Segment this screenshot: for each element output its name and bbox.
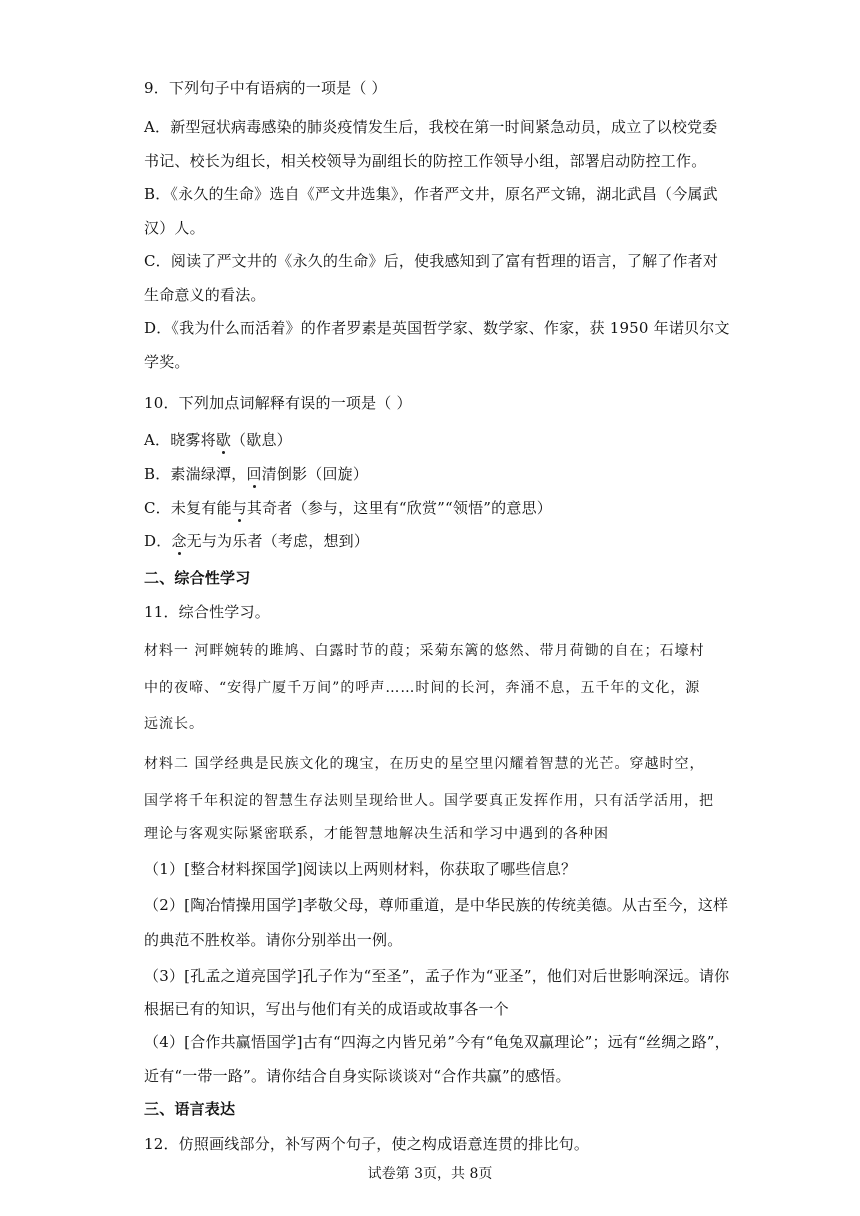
q10-stem: 10．下列加点词解释有误的一项是（ ） bbox=[144, 394, 412, 412]
material-2-line1: 材料二 国学经典是民族文化的瑰宝，在历史的星空里闪耀着智慧的光芒。穿越时空， bbox=[144, 756, 705, 772]
dotted-word: 念 bbox=[171, 532, 187, 550]
option-text: 其奇者（参与，这里有“欣赏”“领悟”的意思） bbox=[246, 499, 552, 517]
option-text: B．素湍绿潭， bbox=[144, 465, 247, 483]
material-2-line2: 国学将千年积淀的智慧生存法则呈现给世人。国学要真正发挥作用，只有活学活用，把 bbox=[144, 793, 714, 809]
q9-option-a-line2: 书记、校长为组长，相关校领导为副组长的防控工作领导小组，部署启动防控工作。 bbox=[144, 152, 707, 170]
q10-option-c bbox=[144, 498, 552, 518]
q10-option-d bbox=[144, 531, 369, 551]
page-footer: 试卷第 3页，共 8页 bbox=[367, 1166, 493, 1182]
q9-option-d-line1: D．《我为什么而活着》的作者罗素是英国哲学家、数学家、作家，获 1950 年诺贝尔文 bbox=[144, 319, 730, 337]
q11-part-3-line2: 根据已有的知识，写出与他们有关的成语或故事各一个 bbox=[144, 1000, 509, 1018]
q11-part-3-line1: （3）[孔孟之道亮国学]孔子作为“至圣”，孟子作为“亚圣”，他们对后世影响深远。请你 bbox=[144, 967, 730, 985]
q9-option-c-line2: 生命意义的看法。 bbox=[144, 286, 266, 304]
material-1-line2: 中的夜啼、“安得广厦千万间”的呼声……时间的长河，奔涌不息，五千年的文化，源 bbox=[144, 680, 701, 696]
dotted-word: 与 bbox=[231, 499, 247, 517]
q11-part-2-line2: 的典范不胜枚举。请你分别举出一例。 bbox=[144, 931, 403, 949]
q12-stem: 12．仿照画线部分，补写两个句子，使之构成语意连贯的排比句。 bbox=[144, 1135, 590, 1153]
q9-option-d-line2: 学奖。 bbox=[144, 353, 190, 371]
q10-option-a bbox=[144, 430, 292, 450]
option-text: A．晓雾将 bbox=[144, 431, 216, 449]
q9-option-b-line2: 汉）人。 bbox=[144, 219, 205, 237]
q9-option-c-line1: C．阅读了严文井的《永久的生命》后，使我感知到了富有哲理的语言，了解了作者对 bbox=[144, 252, 719, 270]
material-2-line3: 理论与客观实际紧密联系，才能智慧地解决生活和学习中遇到的各种困 bbox=[144, 826, 609, 842]
q11-part-4-line2: 近有“一带一路”。请你结合自身实际谈谈对“合作共赢”的感悟。 bbox=[144, 1067, 571, 1085]
option-text: 无与为乐者（考虑，想到） bbox=[186, 532, 370, 550]
q9-stem: 9．下列句子中有语病的一项是（ ） bbox=[144, 79, 387, 97]
material-1-line3: 远流长。 bbox=[144, 716, 204, 732]
section-heading-integrated-learning: 二、综合性学习 bbox=[144, 569, 251, 587]
option-text: （歇息） bbox=[231, 431, 292, 449]
q9-option-b-line1: B．《永久的生命》选自《严文井选集》，作者严文井，原名严文锦，湖北武昌（今属武 bbox=[144, 185, 718, 203]
section-heading-language-expression: 三、语言表达 bbox=[144, 1100, 236, 1118]
q11-part-4-line1: （4）[合作共赢悟国学]古有“四海之内皆兄弟”今有“龟兔双赢理论”；远有“丝绸之路”， bbox=[144, 1033, 730, 1051]
dotted-word: 回 bbox=[246, 465, 262, 483]
q9-option-a-line1: A．新型冠状病毒感染的肺炎疫情发生后，我校在第一时间紧急动员，成立了以校党委 bbox=[144, 118, 718, 136]
option-text: C．未复有能 bbox=[144, 499, 232, 517]
q11-part-1: （1）[整合材料探国学]阅读以上两则材料，你获取了哪些信息？ bbox=[144, 860, 577, 878]
option-text: 清倒影（回旋） bbox=[261, 465, 369, 483]
q11-part-2-line1: （2）[陶冶情操用国学]孝敬父母，尊师重道，是中华民族的传统美德。从古至今，这样 bbox=[144, 896, 729, 914]
q11-stem: 11．综合性学习。 bbox=[144, 603, 270, 621]
option-text: D． bbox=[144, 532, 172, 550]
material-1-line1: 材料一 河畔婉转的雎鸠、白露时节的葭；采菊东篱的悠然、带月荷锄的自在；石壕村 bbox=[144, 643, 705, 659]
dotted-word: 歇 bbox=[215, 431, 232, 449]
q10-option-b bbox=[144, 464, 368, 484]
